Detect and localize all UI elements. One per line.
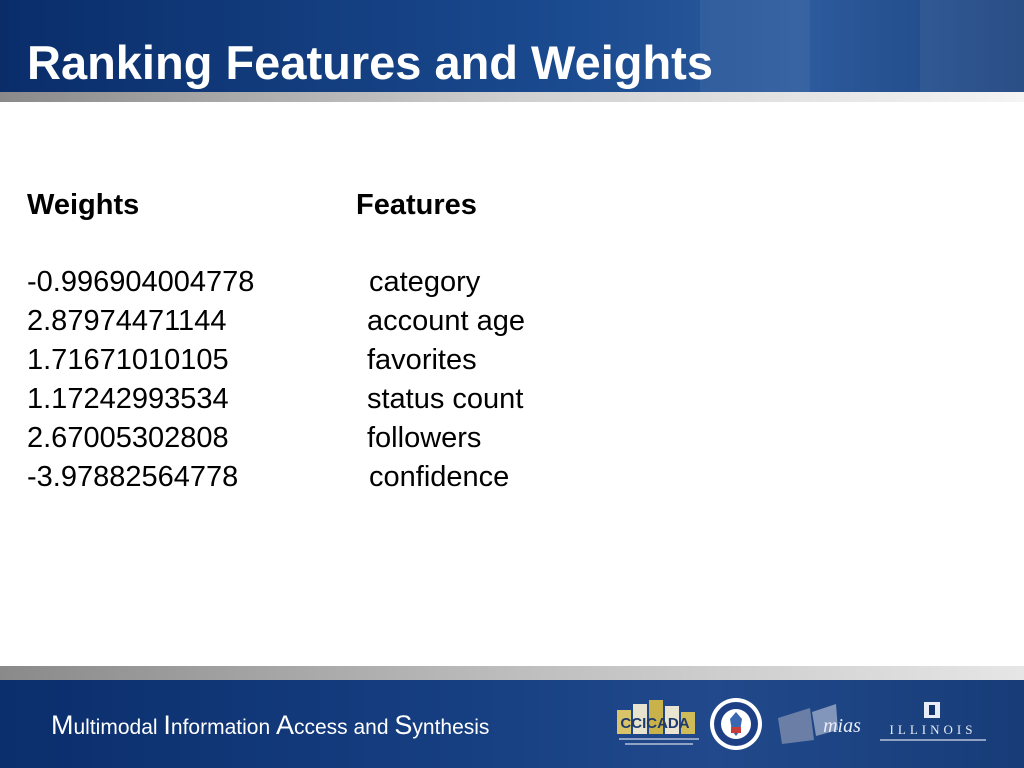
weights-column-header: Weights — [27, 189, 140, 221]
program-initial: A — [275, 710, 294, 740]
features-column-header: Features — [356, 189, 477, 221]
program-initial: I — [163, 710, 171, 740]
weight-value: 1.71671010105 — [27, 344, 229, 376]
weight-value: -0.996904004778 — [27, 266, 255, 298]
program-name — [51, 712, 489, 741]
dhs-seal-logo — [709, 697, 763, 751]
program-word: nformation — [170, 716, 276, 739]
slide-header — [0, 0, 1024, 92]
svg-text:mias: mias — [823, 715, 861, 737]
svg-text:ILLINOIS: ILLINOIS — [889, 722, 977, 737]
mias-logo — [776, 700, 866, 748]
slide-title: Ranking Features and Weights — [27, 36, 713, 89]
weight-value: -3.97882564778 — [27, 461, 239, 493]
feature-name: followers — [367, 422, 482, 454]
feature-name: favorites — [367, 344, 477, 376]
weight-value: 2.67005302808 — [27, 422, 229, 454]
feature-name: category — [369, 266, 481, 298]
footer-divider — [0, 666, 1024, 680]
header-decor-tile — [700, 0, 810, 92]
feature-name: confidence — [369, 461, 510, 493]
ccicada-logo — [615, 696, 703, 750]
svg-text:CCICADA: CCICADA — [620, 715, 690, 732]
feature-name: account age — [367, 305, 526, 337]
program-word: ultimodal — [73, 716, 164, 739]
program-initial: S — [394, 710, 413, 740]
program-word: ccess and — [293, 716, 395, 739]
feature-name: status count — [367, 383, 524, 415]
weight-value: 1.17242993534 — [27, 383, 229, 415]
program-word: ynthesis — [412, 716, 490, 739]
header-decor-tile — [920, 0, 1024, 92]
program-initial: M — [51, 710, 74, 740]
weight-value: 2.87974471144 — [27, 305, 227, 337]
header-divider — [0, 92, 1024, 102]
illinois-logo — [876, 700, 990, 746]
